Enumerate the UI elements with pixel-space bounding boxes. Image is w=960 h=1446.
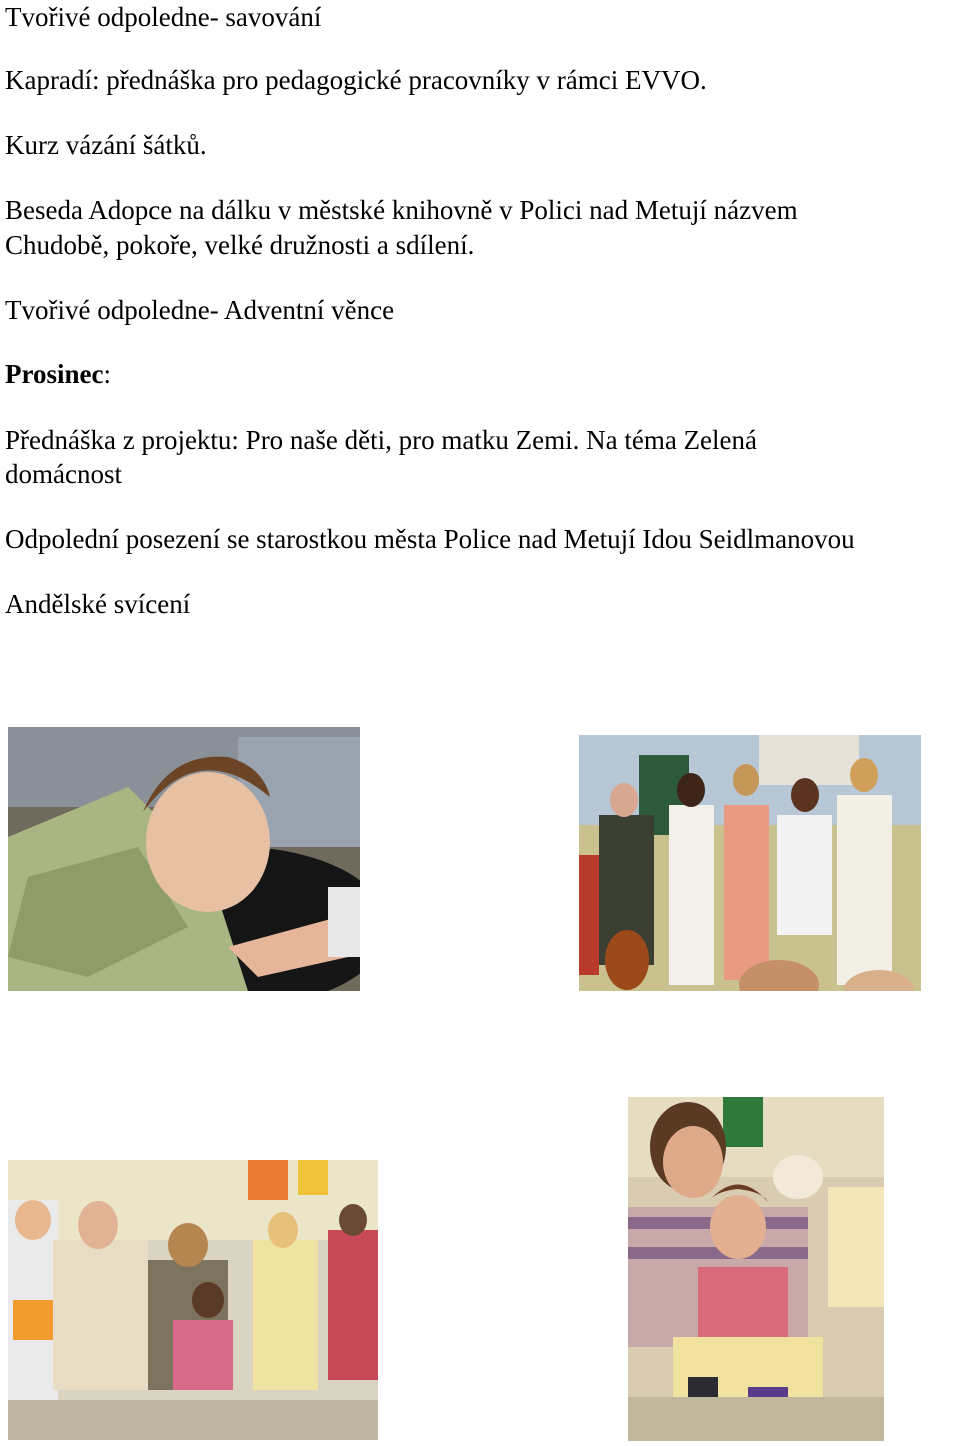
photo-classroom-group bbox=[8, 1160, 378, 1440]
paragraph-adoption-talk-line1: Beseda Adopce na dálku v městské knihovně v Polici nad Metují názvem bbox=[5, 195, 798, 225]
paragraph-adoption-talk-line2: Chudobě, pokoře, velké družnosti a sdílení. bbox=[5, 230, 475, 260]
paragraph-advent-wreaths: Tvořivé odpoledne- Adventní věnce bbox=[5, 295, 395, 325]
month-heading-colon: : bbox=[103, 359, 111, 389]
photo-performers bbox=[579, 735, 921, 991]
month-heading-text: Prosinec bbox=[5, 359, 104, 389]
photo-boy-with-dog bbox=[8, 727, 360, 991]
paragraph-mayor-meeting: Odpolední posezení se starostkou města Police nad Metují Idou Seidlmanovou bbox=[5, 524, 855, 554]
paragraph-angel-lighting: Andělské svícení bbox=[5, 589, 191, 619]
month-heading bbox=[5, 357, 111, 391]
paragraph-fern-lecture: Kapradí: přednáška pro pedagogické pracovníky v rámci EVVO. bbox=[5, 65, 707, 95]
paragraph-scarf-course: Kurz vázání šátků. bbox=[5, 130, 207, 160]
paragraph-lecture-line2: domácnost bbox=[5, 459, 122, 489]
paragraph-creative-afternoon: Tvořivé odpoledne- savování bbox=[5, 2, 322, 32]
photo-woman-with-girl bbox=[628, 1097, 884, 1441]
paragraph-lecture-line1: Přednáška z projektu: Pro naše děti, pro matku Zemi. Na téma Zelená bbox=[5, 425, 758, 455]
